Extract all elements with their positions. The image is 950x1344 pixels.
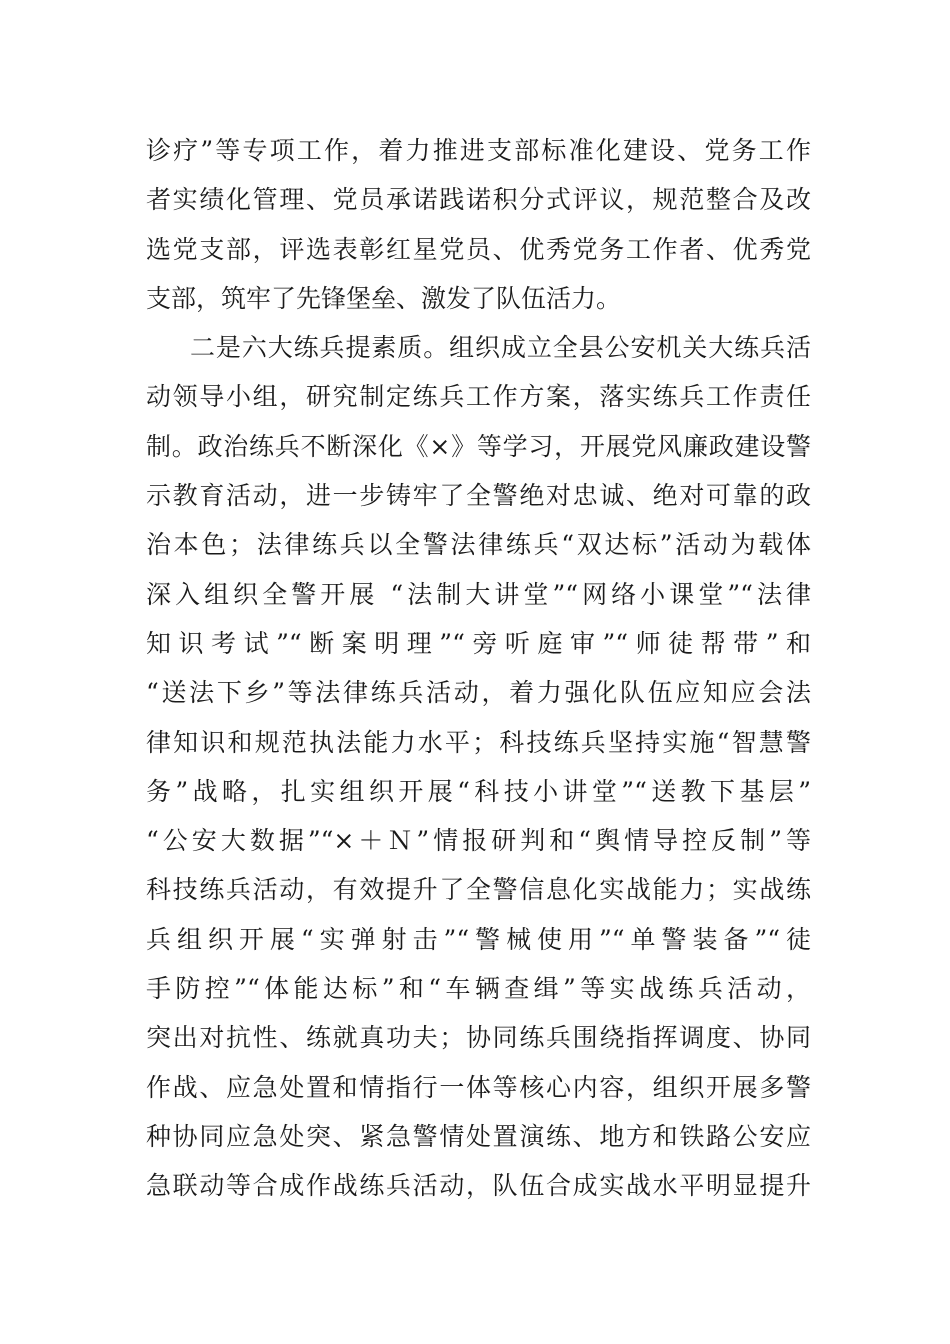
text-line: 急联动等合成作战练兵活动，队伍合成实战水平明显提升 xyxy=(146,1171,811,1201)
text-line: 动领导小组，研究制定练兵工作方案，落实练兵工作责任 xyxy=(146,382,811,412)
text-line: 治本色；法律练兵以全警法律练兵“双达标”活动为载体 xyxy=(146,530,811,560)
text-line: 支部，筑牢了先锋堡垒、激发了队伍活力。 xyxy=(146,283,622,313)
text-line: 深入组织全警开展 “法制大讲堂”“网络小课堂”“法律 xyxy=(146,579,811,609)
paragraph-start-line: 二是六大练兵提素质。组织成立全县公安机关大练兵活 xyxy=(190,333,811,363)
text-line: 突出对抗性、练就真功夫；协同练兵围绕指挥调度、协同 xyxy=(146,1023,811,1053)
text-line: 务”战略，扎实组织开展“科技小讲堂”“送教下基层” xyxy=(146,776,811,806)
text-line: 者实绩化管理、党员承诺践诺积分式评议，规范整合及改 xyxy=(146,185,811,215)
text-line: 手防控”“体能达标”和“车辆查缉”等实战练兵活动， xyxy=(146,974,811,1004)
text-line: 制。政治练兵不断深化《×》等学习，开展党风廉政建设警 xyxy=(146,431,811,461)
text-line: 示教育活动，进一步铸牢了全警绝对忠诚、绝对可靠的政 xyxy=(146,481,811,511)
text-line: 律知识和规范执法能力水平；科技练兵坚持实施“智慧警 xyxy=(146,727,811,757)
text-line: 科技练兵活动，有效提升了全警信息化实战能力；实战练 xyxy=(146,875,811,905)
body-text xyxy=(146,126,811,1211)
text-line: 兵组织开展“实弹射击”“警械使用”“单警装备”“徒 xyxy=(146,924,811,954)
text-line: 种协同应急处突、紧急警情处置演练、地方和铁路公安应 xyxy=(146,1121,811,1151)
text-line: “公安大数据”“×＋Ｎ”情报研判和“舆情导控反制”等 xyxy=(146,826,811,856)
text-line: 诊疗”等专项工作，着力推进支部标准化建设、党务工作 xyxy=(146,136,811,165)
text-line: 作战、应急处置和情指行一体等核心内容，组织开展多警 xyxy=(146,1072,811,1102)
text-line: 选党支部，评选表彰红星党员、优秀党务工作者、优秀党 xyxy=(146,234,811,264)
text-line: “送法下乡”等法律练兵活动，着力强化队伍应知应会法 xyxy=(146,678,811,708)
text-line: 知识考试”“断案明理”“旁听庭审”“师徒帮带”和 xyxy=(146,628,811,658)
